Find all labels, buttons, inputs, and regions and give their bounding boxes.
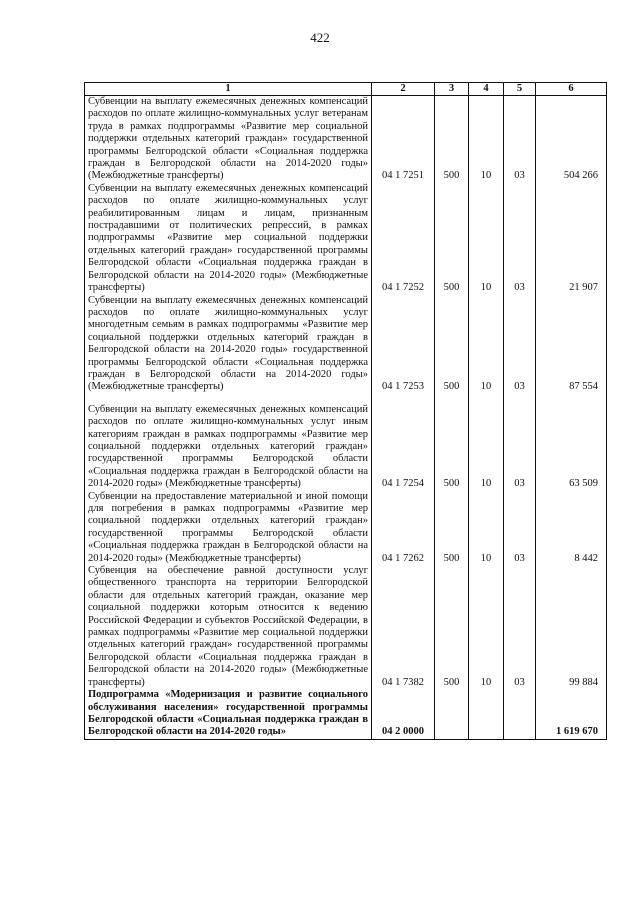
table-row [85, 394, 607, 491]
row-code: 04 2 0000 [372, 689, 435, 739]
table-row [85, 565, 607, 689]
row-type-code: 500 [435, 491, 469, 565]
table-row [85, 295, 607, 394]
row-section: 10 [469, 394, 504, 491]
row-section: 10 [469, 565, 504, 689]
table-header-row [85, 83, 607, 96]
row-amount: 21 907 [536, 183, 607, 295]
table-row-subprogram [85, 689, 607, 739]
row-description: Субвенции на выплату ежемесячных денежных компенсаций расходов по оплате жилищно-коммунальных услуг ветеранам труда в рамках подпрограммы «Развитие мер социальной поддержки отдельных категорий граждан» государственной программы Белгородской области «Социальная поддержка граждан в Белгородской области на 2014-2020 годы» (Межбюджетные трансферты) [85, 96, 372, 183]
row-code: 04 1 7382 [372, 565, 435, 689]
row-section: 10 [469, 96, 504, 183]
row-amount: 63 509 [536, 394, 607, 491]
row-section [469, 689, 504, 739]
row-subsection: 03 [504, 183, 536, 295]
row-code: 04 1 7252 [372, 183, 435, 295]
row-section: 10 [469, 295, 504, 394]
row-amount: 504 266 [536, 96, 607, 183]
row-description: Подпрограмма «Модернизация и развитие социального обслуживания населения» государственной программы Белгородской области «Социальная поддержка граждан в Белгородской области на 2014-2020 годы» [85, 689, 372, 739]
row-section: 10 [469, 491, 504, 565]
row-description: Субвенции на выплату ежемесячных денежных компенсаций расходов по оплате жилищно-коммунальных услуг иным категориям граждан в рамках подпрограммы «Развитие мер социальной поддержки отдельных категорий граждан» государственной программы Белгородской области «Социальная поддержка граждан в Белгородской области на 2014-2020 годы» (Межбюджетные трансферты) [85, 394, 372, 491]
row-type-code: 500 [435, 96, 469, 183]
row-description: Субвенции на выплату ежемесячных денежных компенсаций расходов по оплате жилищно-коммунальных услуг реабилитированным лицам и лицам, признанным пострадавшими от политических репрессий, в рамках подпрограммы «Развитие мер социальной поддержки отдельных категорий граждан» государственной программы Белгородской области «Социальная поддержка граждан в Белгородской области на 2014-2020 годы» (Межбюджетные трансферты) [85, 183, 372, 295]
row-code: 04 1 7262 [372, 491, 435, 565]
row-subsection: 03 [504, 96, 536, 183]
row-subsection: 03 [504, 565, 536, 689]
row-amount: 87 554 [536, 295, 607, 394]
row-subsection: 03 [504, 491, 536, 565]
row-type-code: 500 [435, 394, 469, 491]
column-header: 5 [504, 83, 536, 96]
table-row [85, 96, 607, 183]
column-header: 4 [469, 83, 504, 96]
row-description: Субвенции на предоставление материальной и иной помощи для погребения в рамках подпрограммы «Развитие мер социальной поддержки отдельных категорий граждан» государственной программы Белгородской области «Социальная поддержка граждан в Белгородской области на 2014-2020 годы» (Межбюджетные трансферты) [85, 491, 372, 565]
budget-table [84, 82, 607, 740]
row-subsection: 03 [504, 295, 536, 394]
row-description: Субвенция на обеспечение равной доступности услуг общественного транспорта на территории Белгородской области для отдельных категорий граждан, оказание мер социальной поддержки которым относится к ведению Российской Федерации и субъектов Российской Федерации, в рамках подпрограммы «Развитие мер социальной поддержки отдельных категорий граждан» государственной программы Белгородской области «Социальная поддержка граждан в Белгородской области на 2014-2020 годы» (Межбюджетные трансферты) [85, 565, 372, 689]
row-type-code: 500 [435, 183, 469, 295]
row-type-code: 500 [435, 565, 469, 689]
column-header: 3 [435, 83, 469, 96]
row-code: 04 1 7254 [372, 394, 435, 491]
row-amount: 99 884 [536, 565, 607, 689]
row-amount: 8 442 [536, 491, 607, 565]
row-subsection [504, 689, 536, 739]
page-number: 422 [310, 30, 330, 45]
column-header: 6 [536, 83, 607, 96]
column-header: 2 [372, 83, 435, 96]
row-type-code [435, 689, 469, 739]
table-row [85, 491, 607, 565]
row-code: 04 1 7253 [372, 295, 435, 394]
row-code: 04 1 7251 [372, 96, 435, 183]
table-row [85, 183, 607, 295]
row-type-code: 500 [435, 295, 469, 394]
column-header: 1 [85, 83, 372, 96]
row-section: 10 [469, 183, 504, 295]
row-description: Субвенции на выплату ежемесячных денежных компенсаций расходов по оплате жилищно-коммунальных услуг многодетным семьям в рамках подпрограммы «Развитие мер социальной поддержки отдельных категорий граждан в Белгородской области на 2014-2020 годы» государственной программы Белгородской области «Социальная поддержка граждан в Белгородской области на 2014-2020 годы» (Межбюджетные трансферты) [85, 295, 372, 394]
row-amount: 1 619 670 [536, 689, 607, 739]
row-subsection: 03 [504, 394, 536, 491]
